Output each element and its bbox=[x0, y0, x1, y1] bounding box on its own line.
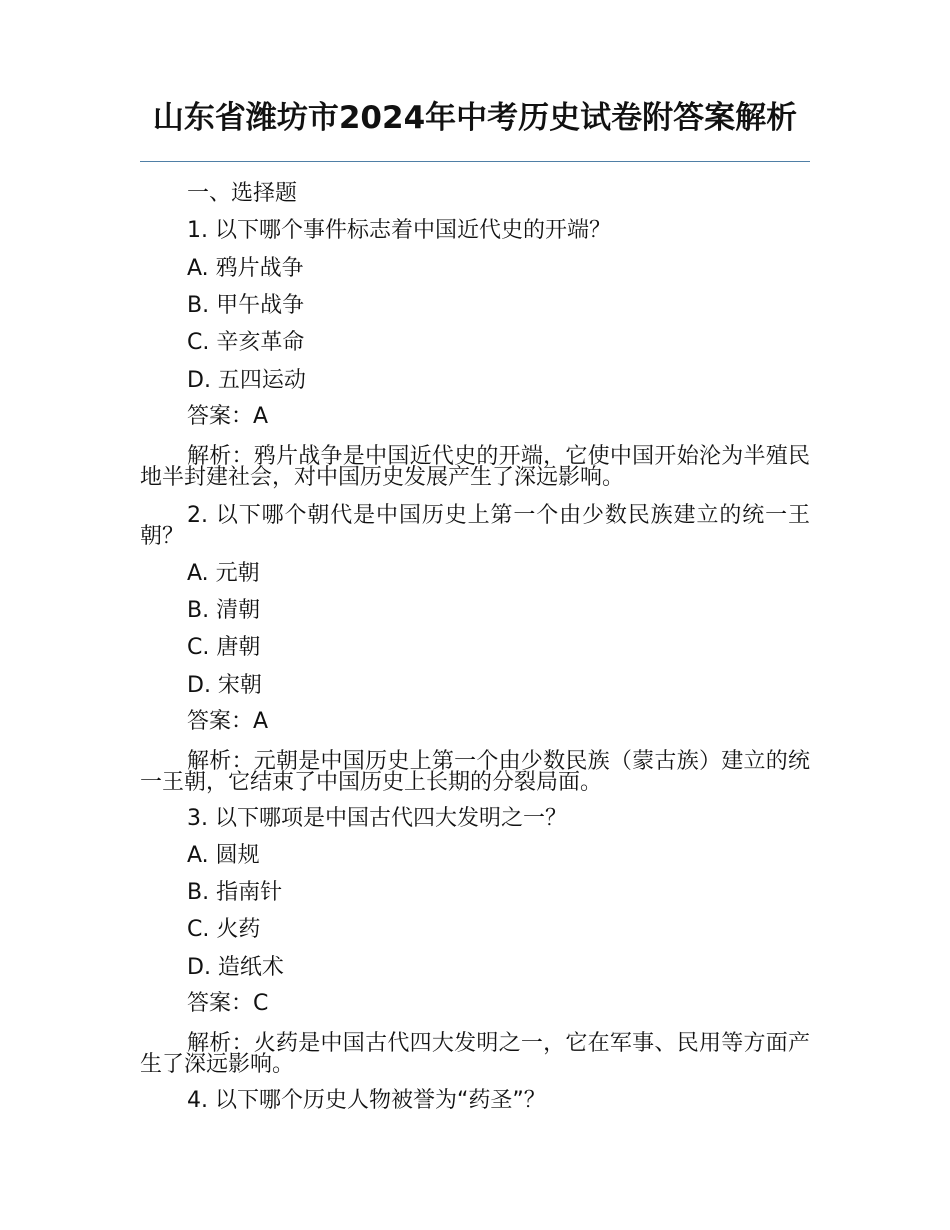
question-1-option-c: C. 辛亥革命 bbox=[187, 330, 305, 355]
question-3-explanation: 解析：火药是中国古代四大发明之一，它在军事、民用等方面产生了深远影响。 bbox=[140, 1031, 810, 1077]
question-1-option-a: A. 鸦片战争 bbox=[187, 256, 304, 281]
question-3-text: 3. 以下哪项是中国古代四大发明之一？ bbox=[187, 806, 567, 831]
question-1-explanation: 解析：鸦片战争是中国近代史的开端，它使中国开始沦为半殖民地半封建社会，对中国历史发展产生了深远影响。 bbox=[140, 444, 810, 490]
question-2-option-d: D. 宋朝 bbox=[187, 673, 262, 698]
question-2-answer: 答案：A bbox=[187, 709, 269, 734]
question-4-text: 4. 以下哪个历史人物被誉为“药圣”？ bbox=[187, 1088, 546, 1113]
section-heading: 一、选择题 bbox=[187, 181, 298, 206]
question-3-option-c: C. 火药 bbox=[187, 917, 261, 942]
question-1-option-b: B. 甲午战争 bbox=[187, 293, 305, 318]
question-3-answer: 答案：C bbox=[187, 991, 269, 1016]
question-3-option-d: D. 造纸术 bbox=[187, 955, 284, 980]
question-3-option-a: A. 圆规 bbox=[187, 843, 260, 868]
question-2-option-b: B. 清朝 bbox=[187, 598, 261, 623]
question-2-explanation: 解析：元朝是中国历史上第一个由少数民族（蒙古族）建立的统一王朝，它结束了中国历史上长期的分裂局面。 bbox=[140, 749, 810, 795]
question-1-answer: 答案：A bbox=[187, 404, 269, 429]
question-3-option-b: B. 指南针 bbox=[187, 880, 283, 905]
question-2-text: 2. 以下哪个朝代是中国历史上第一个由少数民族建立的统一王朝？ bbox=[140, 503, 810, 549]
question-1-option-d: D. 五四运动 bbox=[187, 368, 306, 393]
question-2-option-c: C. 唐朝 bbox=[187, 635, 261, 660]
title-divider bbox=[140, 161, 810, 162]
document-title: 山东省潍坊市2024年中考历史试卷附答案解析 bbox=[152, 100, 798, 136]
question-1-text: 1. 以下哪个事件标志着中国近代史的开端？ bbox=[187, 218, 611, 243]
question-2-option-a: A. 元朝 bbox=[187, 561, 260, 586]
